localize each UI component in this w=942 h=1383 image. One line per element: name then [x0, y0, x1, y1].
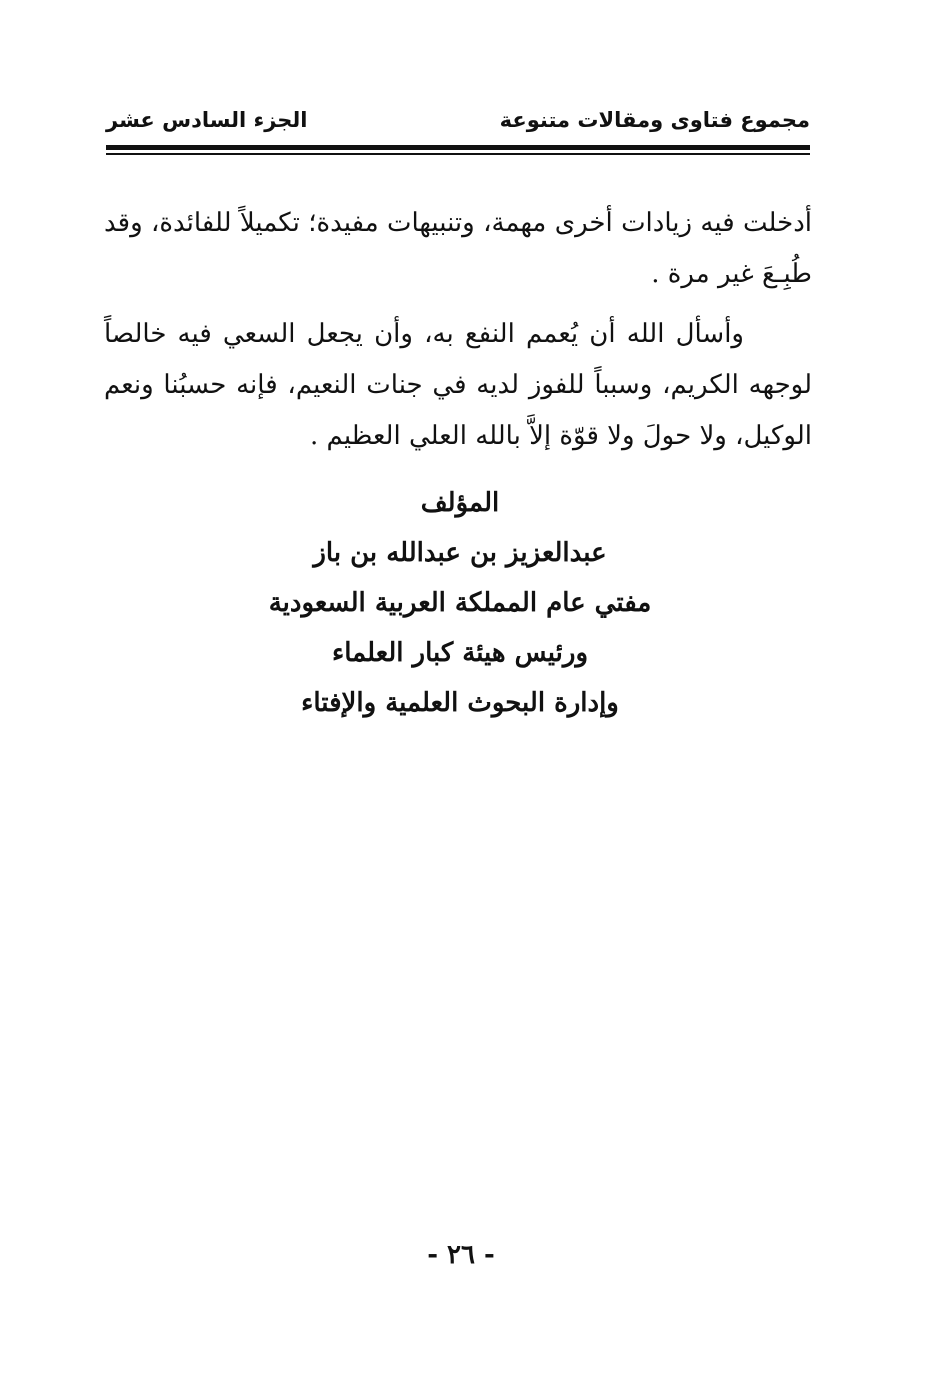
- body-text: [104, 198, 812, 471]
- book-title: مجموع فتاوى ومقالات متنوعة: [499, 108, 810, 132]
- author-name: عبدالعزيز بن عبدالله بن باز: [313, 538, 607, 568]
- author-title-2: ورئيس هيئة كبار العلماء: [331, 638, 588, 668]
- page-number: - ٢٦ -: [427, 1240, 495, 1270]
- header-rule-thin: [106, 153, 810, 155]
- paragraph-1: أدخلت فيه زيادات أخرى مهمة، وتنبيهات مفيدة؛ تكميلاً للفائدة، وقد طُبِـعَ غير مرة .: [104, 208, 812, 289]
- author-signature: [200, 478, 720, 728]
- author-title-1: مفتي عام المملكة العربية السعودية: [268, 588, 652, 618]
- header-rule-thick: [106, 145, 810, 150]
- paragraph-2: وأسأل الله أن يُعمم النفع به، وأن يجعل السعي فيه خالصاً لوجهه الكريم، وسبباً للفوز لديه في جنات النعيم، فإنه حسبُنا ونعم الوكيل، ولا حولَ ولا قوّة إلاَّ بالله العلي العظيم .: [104, 319, 812, 451]
- volume-label: الجزء السادس عشر: [106, 108, 308, 132]
- running-header: [106, 108, 810, 138]
- author-label: المؤلف: [420, 488, 500, 518]
- author-title-3: وإدارة البحوث العلمية والإفتاء: [301, 688, 619, 718]
